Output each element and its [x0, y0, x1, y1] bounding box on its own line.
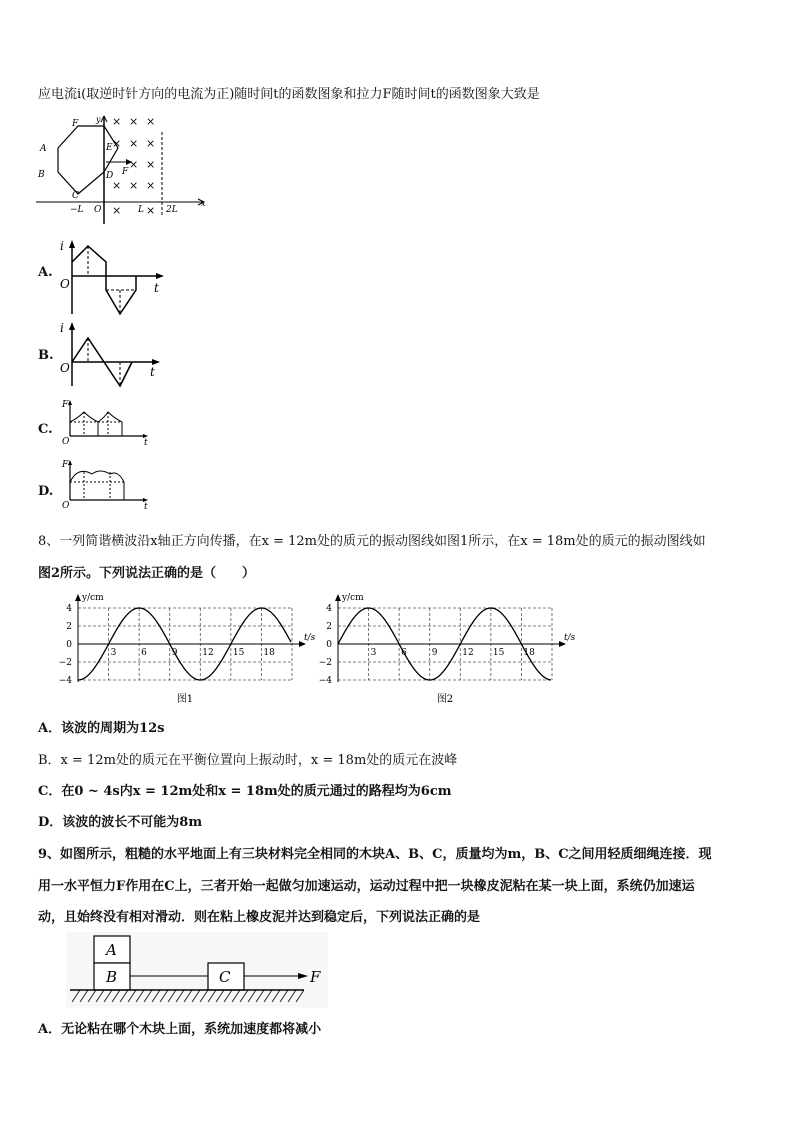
x-tick-label: 12 — [462, 648, 474, 658]
block-a-label: A — [106, 941, 117, 959]
q8-line2: 图2所示。下列说法正确的是（ ） — [38, 566, 256, 581]
label-O: O — [94, 205, 102, 215]
svg-text:F: F — [62, 460, 69, 470]
q8-line1: 8、一列简谐横波沿x轴正方向传播，在x = 12m处的质元的振动图线如图1所示，在x = 18m处的质元的振动图线如 — [38, 534, 706, 549]
svg-text:t: t — [150, 365, 155, 379]
y-tick-label: 2 — [66, 622, 72, 632]
y-tick-label: −2 — [318, 658, 332, 668]
q8-chart-fig2 — [310, 590, 575, 705]
label-L: L — [138, 205, 144, 215]
block-c-label: C — [219, 968, 231, 986]
svg-text:t: t — [144, 502, 148, 512]
hexagon-loop — [58, 126, 118, 194]
chart-title: 图1 — [176, 694, 194, 705]
force-label: F — [310, 968, 321, 986]
label-2L: 2L — [166, 205, 178, 215]
y-tick-label: −4 — [58, 676, 72, 686]
q8-option-c[interactable]: C．在0 ~ 4s内x = 12m处和x = 18m处的质元通过的路程均为6cm — [38, 784, 452, 799]
y-tick-label: −2 — [58, 658, 72, 668]
y-axis-label: y/cm — [82, 593, 104, 603]
y-tick-label: 4 — [326, 604, 332, 614]
svg-text:O: O — [60, 277, 70, 291]
x-tick-label: 6 — [141, 648, 147, 658]
y-tick-label: 0 — [326, 640, 332, 650]
x-tick-label: 9 — [431, 648, 438, 658]
q7-field-diagram — [36, 112, 216, 222]
svg-text:O: O — [62, 501, 70, 511]
x-tick-label: 3 — [370, 648, 377, 658]
svg-text:t: t — [154, 281, 159, 295]
chart-title: 图2 — [436, 694, 454, 705]
x-tick-label: 15 — [492, 648, 505, 658]
q7-tail-text: 应电流i(取逆时针方向的电流为正)随时间t的函数图象和拉力F随时间t的函数图象大致是 — [38, 87, 540, 102]
svg-text:×: × — [112, 137, 122, 150]
svg-text:×: × — [146, 179, 156, 192]
svg-text:i: i — [60, 239, 64, 253]
svg-text:×: × — [112, 204, 122, 217]
block-b-label: B — [106, 968, 118, 986]
label-force: F — [122, 167, 129, 177]
q8-option-b[interactable]: B．x = 12m处的质元在平衡位置向上振动时，x = 18m处的质元在波峰 — [38, 753, 458, 768]
svg-text:×: × — [129, 115, 139, 128]
label-B: B — [38, 170, 45, 180]
label-A: A — [40, 144, 47, 154]
label-E: E — [106, 143, 113, 153]
x-axis-label: t/s — [564, 633, 576, 643]
svg-text:×: × — [146, 158, 156, 171]
svg-text:×: × — [146, 115, 156, 128]
svg-text:×: × — [146, 137, 156, 150]
x-tick-label: 9 — [171, 648, 178, 658]
label-D: D — [106, 171, 114, 181]
label-y: y — [96, 115, 101, 124]
y-tick-label: −4 — [318, 676, 332, 686]
svg-text:×: × — [129, 179, 139, 192]
q7-option-d-graph[interactable] — [60, 458, 154, 510]
x-tick-label: 12 — [202, 648, 214, 658]
q8-option-d[interactable]: D．该波的波长不可能为8m — [38, 815, 203, 830]
svg-text:t: t — [144, 438, 148, 448]
q7-option-a-graph[interactable] — [58, 238, 170, 320]
label-F: F — [72, 119, 79, 129]
label-neg-L: −L — [70, 205, 84, 215]
q9-line2: 用一水平恒力F作用在C上，三者开始一起做匀加速运动，运动过程中把一块橡皮泥粘在某一块上面，系统仍加速运 — [38, 879, 695, 894]
q9-blocks-diagram — [66, 932, 328, 1008]
x-axis-label: t/s — [304, 633, 316, 643]
svg-text:×: × — [112, 179, 122, 192]
y-tick-label: 0 — [66, 640, 72, 650]
y-tick-label: 4 — [66, 604, 72, 614]
svg-text:×: × — [129, 137, 139, 150]
svg-text:×: × — [146, 204, 156, 217]
q9-line3: 动，且始终没有相对滑动．则在粘上橡皮泥并达到稳定后，下列说法正确的是 — [38, 910, 481, 925]
q9-line1: 9、如图所示，粗糙的水平地面上有三块材料完全相同的木块A、B、C，质量均为m，B、C之间用轻质细绳连接．现 — [38, 847, 712, 862]
y-axis-arrow — [335, 594, 341, 601]
svg-text:×: × — [129, 158, 139, 171]
label-C: C — [72, 191, 79, 201]
svg-text:F: F — [62, 400, 69, 410]
q7-option-c-graph[interactable] — [60, 398, 154, 448]
y-axis-label: y/cm — [342, 593, 364, 603]
x-tick-label: 3 — [110, 648, 117, 658]
y-tick-label: 2 — [326, 622, 332, 632]
q7-option-b-graph[interactable] — [58, 320, 170, 390]
svg-text:O: O — [60, 361, 70, 375]
q9-option-a[interactable]: A．无论粘在哪个木块上面，系统加速度都将减小 — [38, 1022, 322, 1037]
x-tick-label: 18 — [523, 648, 535, 658]
q7-option-b-letter[interactable]: B. — [38, 348, 54, 363]
y-axis-arrow — [75, 594, 81, 601]
q8-chart-fig1 — [50, 590, 315, 705]
x-tick-label: 18 — [263, 648, 275, 658]
svg-text:×: × — [112, 115, 122, 128]
x-tick-label: 6 — [401, 648, 407, 658]
q7-option-d-letter[interactable]: D. — [38, 484, 54, 499]
label-x: x — [201, 199, 206, 208]
svg-text:i: i — [60, 321, 64, 335]
q7-option-a-letter[interactable]: A. — [38, 265, 53, 280]
q8-option-a[interactable]: A．该波的周期为12s — [38, 721, 165, 736]
q7-option-c-letter[interactable]: C. — [38, 422, 53, 437]
svg-text:O: O — [62, 437, 70, 447]
x-tick-label: 15 — [232, 648, 245, 658]
